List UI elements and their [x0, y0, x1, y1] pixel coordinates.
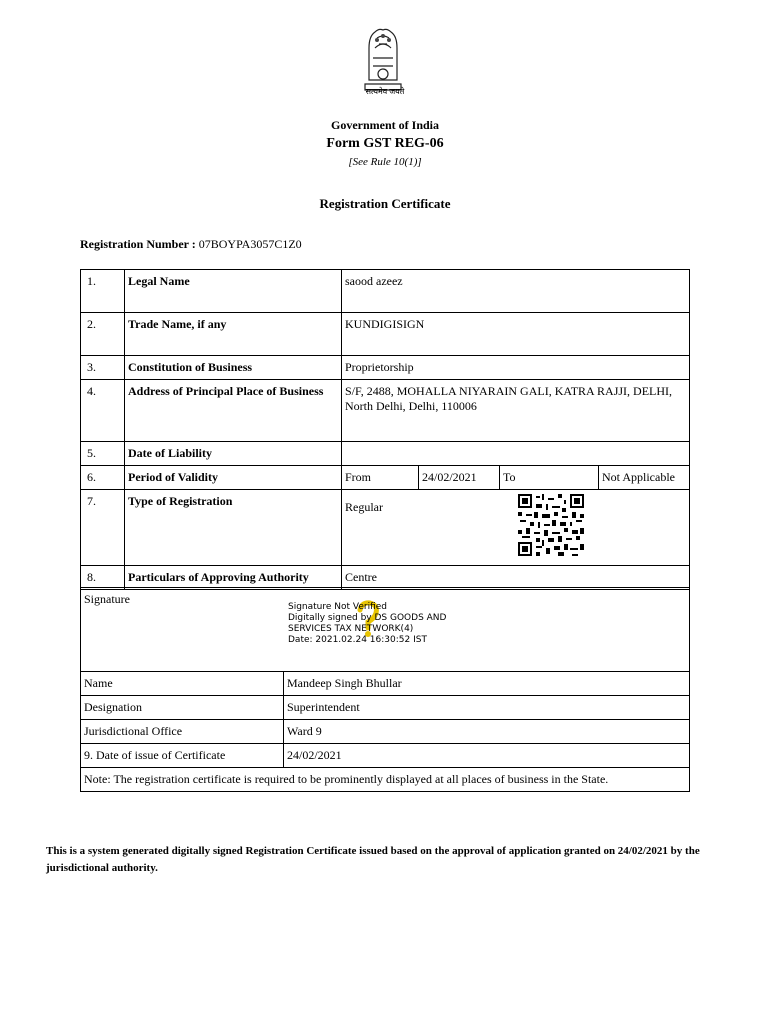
row-label: Address of Principal Place of Business — [125, 380, 342, 442]
row-number: 1. — [81, 270, 125, 313]
table-row — [81, 270, 690, 313]
table-row — [81, 566, 690, 590]
row-label: Particulars of Approving Authority — [125, 566, 342, 590]
row-label: Designation — [81, 696, 284, 720]
row-number: 8. — [81, 566, 125, 590]
validity-to-value: Not Applicable — [599, 466, 690, 490]
table-row — [81, 313, 690, 356]
certificate-title: Registration Certificate — [319, 196, 451, 211]
row-value: Mandeep Singh Bhullar — [284, 672, 690, 696]
signature-date: Date: 2021.02.24 16:30:52 IST — [288, 635, 427, 645]
rule-reference: [See Rule 10(1)] — [348, 156, 422, 168]
row-value: Superintendent — [284, 696, 690, 720]
row-number: 2. — [81, 313, 125, 356]
row-label: Jurisdictional Office — [81, 720, 284, 744]
table-row — [81, 356, 690, 380]
signature-signer-line2: SERVICES TAX NETWORK(4) — [288, 624, 414, 634]
row-value: saood azeez — [342, 270, 690, 313]
row-number: 7. — [81, 490, 125, 566]
row-label: Name — [81, 672, 284, 696]
row-number: 3. — [81, 356, 125, 380]
row-value: Centre — [342, 566, 690, 590]
row-label: Legal Name — [125, 270, 342, 313]
government-title: Government of India — [331, 118, 439, 132]
row-label: Type of Registration — [125, 490, 342, 566]
row-label: Period of Validity — [125, 466, 342, 490]
table-row — [81, 696, 690, 720]
details-table — [80, 269, 690, 590]
qr-code-icon — [518, 494, 584, 556]
table-row — [81, 380, 690, 442]
signature-signer-line1: Digitally signed by DS GOODS AND — [288, 613, 447, 623]
row-value: Regular — [342, 490, 690, 566]
row-value: Ward 9 — [284, 720, 690, 744]
table-row — [81, 744, 690, 768]
digital-signature-block — [288, 602, 446, 646]
row-number: 4. — [81, 380, 125, 442]
validity-from-value: 24/02/2021 — [419, 466, 500, 490]
signature-label: Signature — [81, 588, 690, 672]
footer-statement: This is a system generated digitally signed Registration Certificate issued based on the approval of application granted on 24/02/2021 by the jurisdictional authority. — [46, 845, 700, 874]
table-row — [81, 490, 690, 566]
row-label: Trade Name, if any — [125, 313, 342, 356]
registration-number-label: Registration Number : — [80, 237, 196, 251]
registration-number-value: 07BOYPA3057C1Z0 — [198, 237, 302, 251]
table-row — [81, 466, 690, 490]
form-title: Form GST REG-06 — [326, 136, 444, 151]
row-label: 9. Date of issue of Certificate — [81, 744, 284, 768]
table-row — [81, 768, 690, 792]
table-row — [81, 442, 690, 466]
table-row — [81, 672, 690, 696]
signature-status: Signature Not Verified — [288, 602, 388, 612]
note-text: Note: The registration certificate is required to be prominently displayed at all places of business in the State. — [81, 768, 690, 792]
table-row — [81, 720, 690, 744]
registration-number — [80, 237, 302, 252]
row-label: Constitution of Business — [125, 356, 342, 380]
row-value: KUNDIGISIGN — [342, 313, 690, 356]
row-value: S/F, 2488, MOHALLA NIYARAIN GALI, KATRA RAJJI, DELHI, North Delhi, Delhi, 110006 — [342, 380, 690, 442]
validity-from-label: From — [342, 466, 419, 490]
row-label: Date of Liability — [125, 442, 342, 466]
emblem-motto: सत्यमेव जयते — [365, 87, 405, 96]
row-number: 6. — [81, 466, 125, 490]
row-value: 24/02/2021 — [284, 744, 690, 768]
row-value — [342, 442, 690, 466]
row-number: 5. — [81, 442, 125, 466]
validity-to-label: To — [500, 466, 599, 490]
row-value: Proprietorship — [342, 356, 690, 380]
